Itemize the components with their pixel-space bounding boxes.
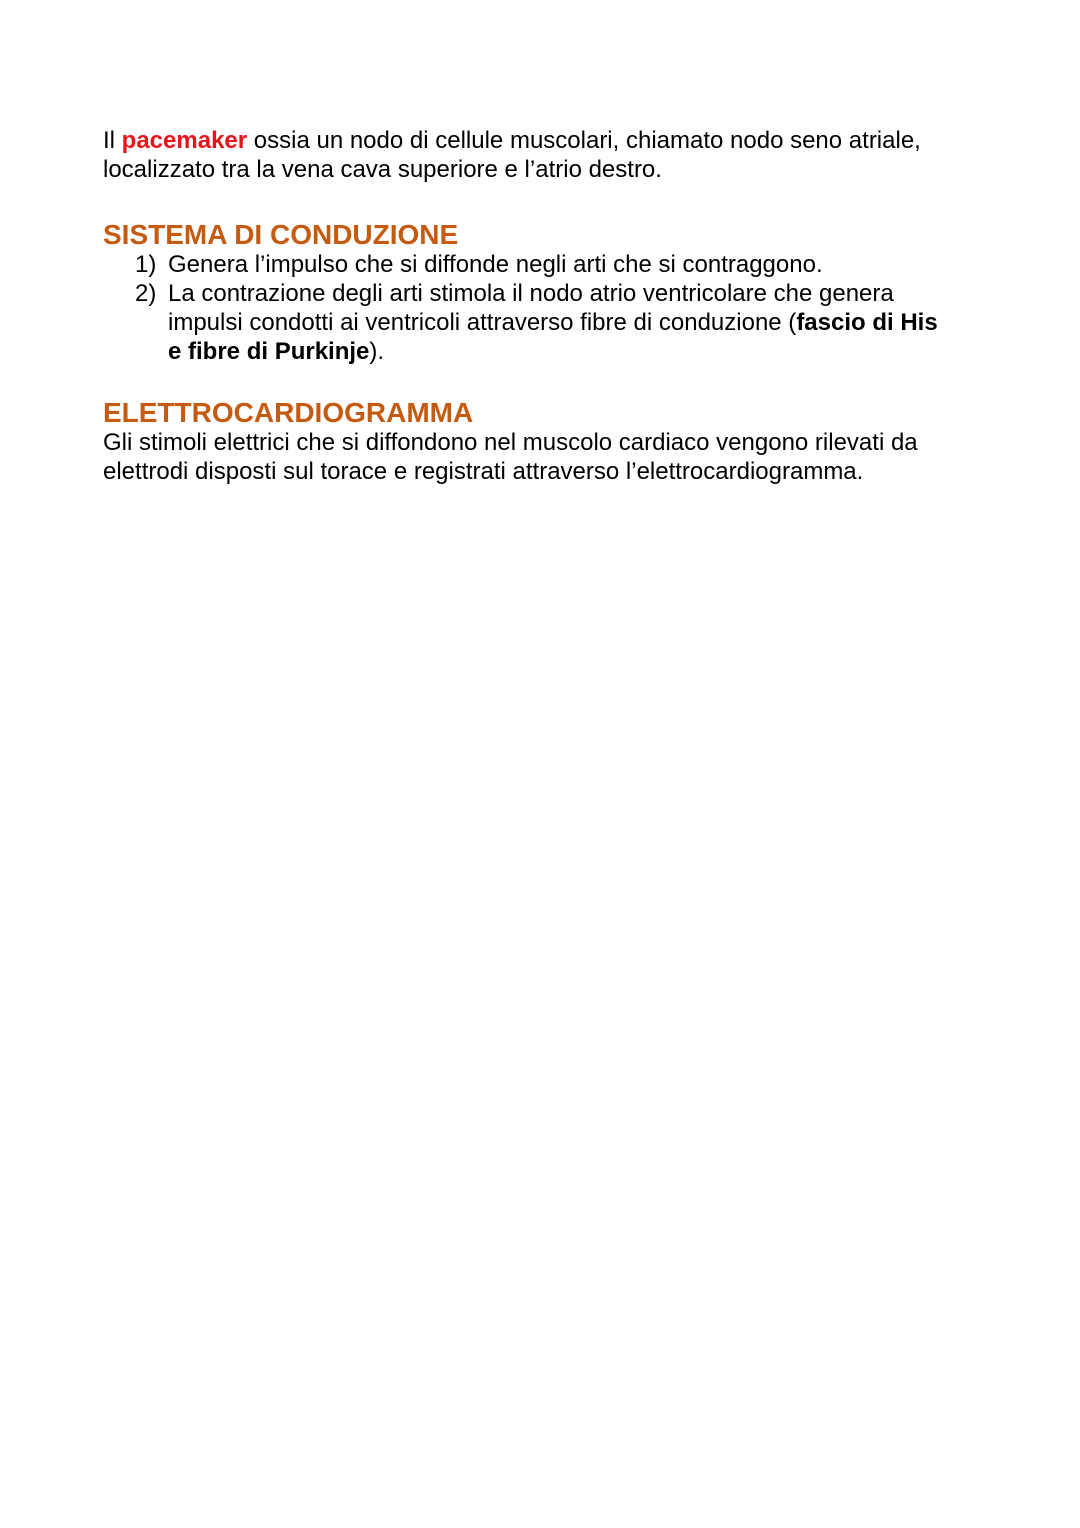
list-item xyxy=(103,279,953,366)
list-item-bold-term: fascio di His e fibre di Purkinje xyxy=(168,309,938,365)
intro-rest: ossia un nodo di cellule muscolari, chiamato nodo seno atriale, localizzato tra la vena cava superiore e l’atrio destro. xyxy=(103,127,921,183)
list-item-number: 1) xyxy=(135,251,157,278)
ecg-paragraph: Gli stimoli elettrici che si diffondono nel muscolo cardiaco vengono rilevati da elettrodi disposti sul torace e registrati attraverso l’elettrocardiogramma. xyxy=(103,429,918,485)
ecg-heading: ELETTROCARDIOGRAMMA xyxy=(103,397,474,428)
list-item-text: La contrazione degli arti stimola il nodo atrio ventricolare che genera impulsi condotti ai ventricoli attraverso fibre di conduzione ( xyxy=(168,280,894,336)
intro-prefix: Il xyxy=(103,127,122,154)
conduzione-list xyxy=(103,250,983,366)
list-item-text-after: ). xyxy=(369,338,385,365)
list-item xyxy=(103,250,953,279)
intro-paragraph xyxy=(103,126,983,184)
list-item-number: 2) xyxy=(135,280,157,307)
list-item-text: Genera l’impulso che si diffonde negli arti che si contraggono. xyxy=(168,251,823,278)
conduzione-heading: SISTEMA DI CONDUZIONE xyxy=(103,219,459,250)
pacemaker-term: pacemaker xyxy=(121,127,248,154)
document-content xyxy=(103,126,983,486)
